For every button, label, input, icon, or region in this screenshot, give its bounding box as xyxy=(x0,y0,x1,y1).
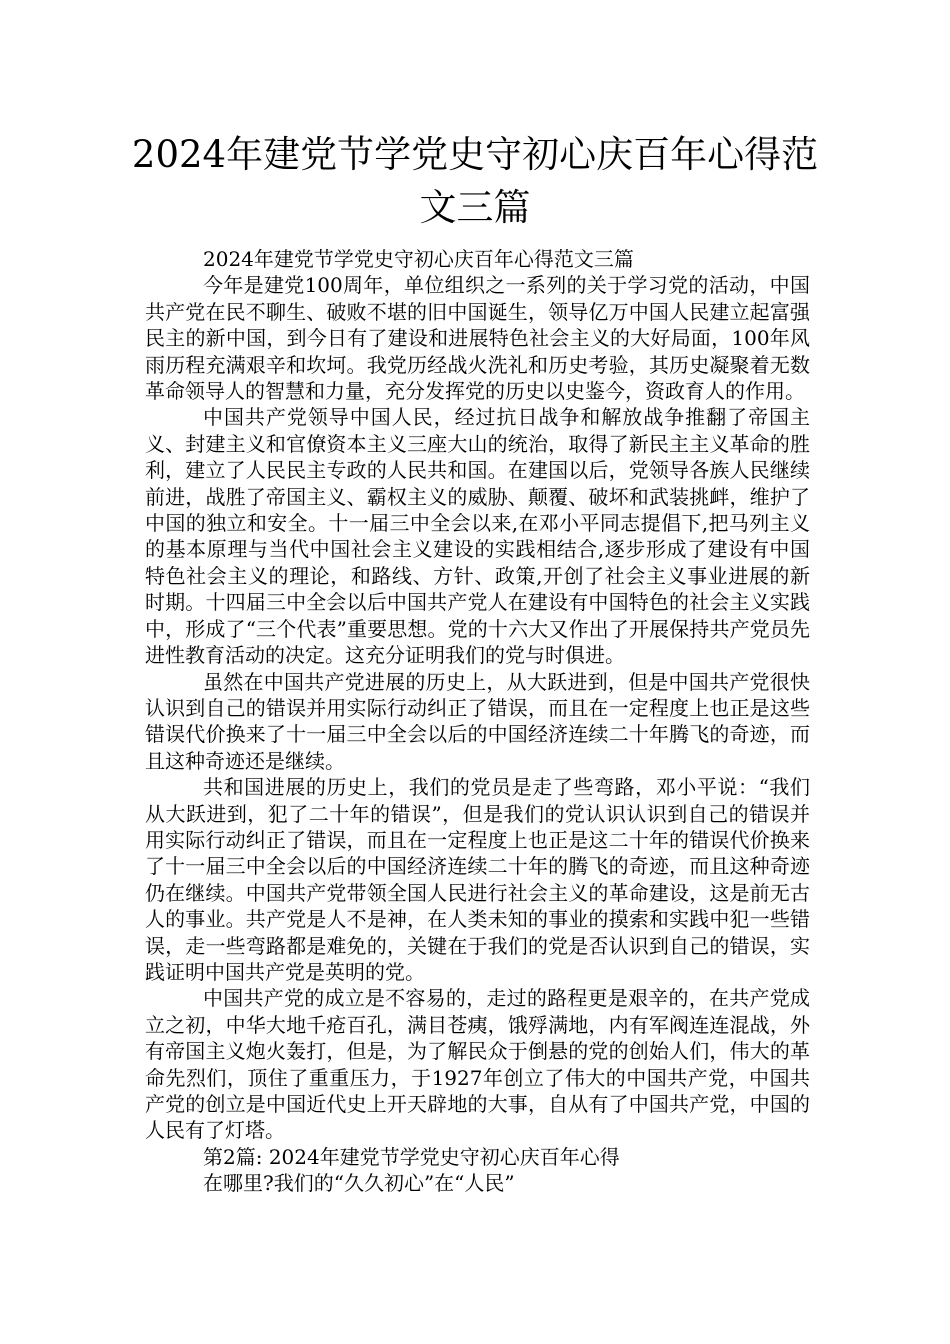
paragraph-7: 在哪里?我们的“久久初心”在“人民” xyxy=(203,1171,515,1196)
paragraph-2: 中国共产党领导中国人民，经过抗日战争和解放战争推翻了帝国主义、封建主义和官僚资本主义三座大山的统治，取得了新民主主义革命的胜利，建立了人民民主专政的人民共和国。在建国以后，党领导各族人民继续前进，战胜了帝国主义、霸权主义的威胁、颠覆、破坏和武装挑衅，维护了中国的独立和安全。十一届三中全会以来,在邓小平同志提倡下,把马列主义的基本原理与当代中国社会主义建设的实践相结合,逐步形成了建设有中国特色社会主义的理论，和路线、方针、政策,开创了社会主义事业进展的新时期。十四届三中全会以后中国共产党人在建设有中国特色的社会主义实践中，形成了“三个代表”重要思想。党的十六大又作出了开展保持共产党员先进性教育活动的决定。这充分证明我们的党与时俱进。 xyxy=(145,405,810,668)
paragraph-1: 今年是建党100周年，单位组织之一系列的关于学习党的活动，中国共产党在民不聊生、破败不堪的旧中国诞生，领导亿万中国人民建立起富强民主的新中国，到今日有了建设和进展特色社会主义的大好局面，100年风雨历程充满艰辛和坎坷。我党历经战火洗礼和历史考验，其历史凝聚着无数革命领导人的智慧和力量，充分发挥党的历史以史鉴今，资政育人的作用。 xyxy=(145,273,810,404)
paragraph-4: 共和国进展的历史上，我们的党员是走了些弯路，邓小平说：“我们从大跃进到，犯了二十年的错误”，但是我们的党认识认识到自己的错误并用实际行动纠正了错误，而且在一定程度上也正是这二十年的错误代价换来了十一届三中全会以后的中国经济连续二十年的腾飞的奇迹，而且这种奇迹仍在继续。中国共产党带领全国人民进行社会主义的革命建设，这是前无古人的事业。共产党是人不是神，在人类未知的事业的摸索和实践中犯一些错误，走一些弯路都是难免的，关键在于我们的党是否认识到自己的错误，实践证明中国共产党是英明的党。 xyxy=(145,775,810,984)
paragraph-section-heading: 第2篇: 2024年建党节学党史守初心庆百年心得 xyxy=(203,1144,620,1169)
paragraph-5: 中国共产党的成立是不容易的，走过的路程更是艰辛的，在共产党成立之初，中华大地千疮百孔，满目苍痍，饿殍满地，内有军阀连连混战，外有帝国主义炮火轰打，但是，为了解民众于倒悬的党的创始人们，伟大的革命先烈们，顶住了重重压力，于1927年创立了伟大的中国共产党，中国共产党的创立是中国近代史上开天辟地的大事，自从有了中国共产党，中国的人民有了灯塔。 xyxy=(145,986,810,1143)
paragraph-3: 虽然在中国共产党进展的历史上，从大跃进到，但是中国共产党很快认识到自己的错误并用实际行动纠正了错误，而且在一定程度上也正是这些错误代价换来了十一届三中全会以后的中国经济连续二十年腾飞的奇迹，而且这种奇迹还是继续。 xyxy=(145,669,810,773)
document-title: 2024年建党节学党史守初心庆百年心得范文三篇 xyxy=(131,133,819,229)
document-body xyxy=(145,246,810,1197)
paragraph-subtitle: 2024年建党节学党史守初心庆百年心得范文三篇 xyxy=(203,247,634,271)
